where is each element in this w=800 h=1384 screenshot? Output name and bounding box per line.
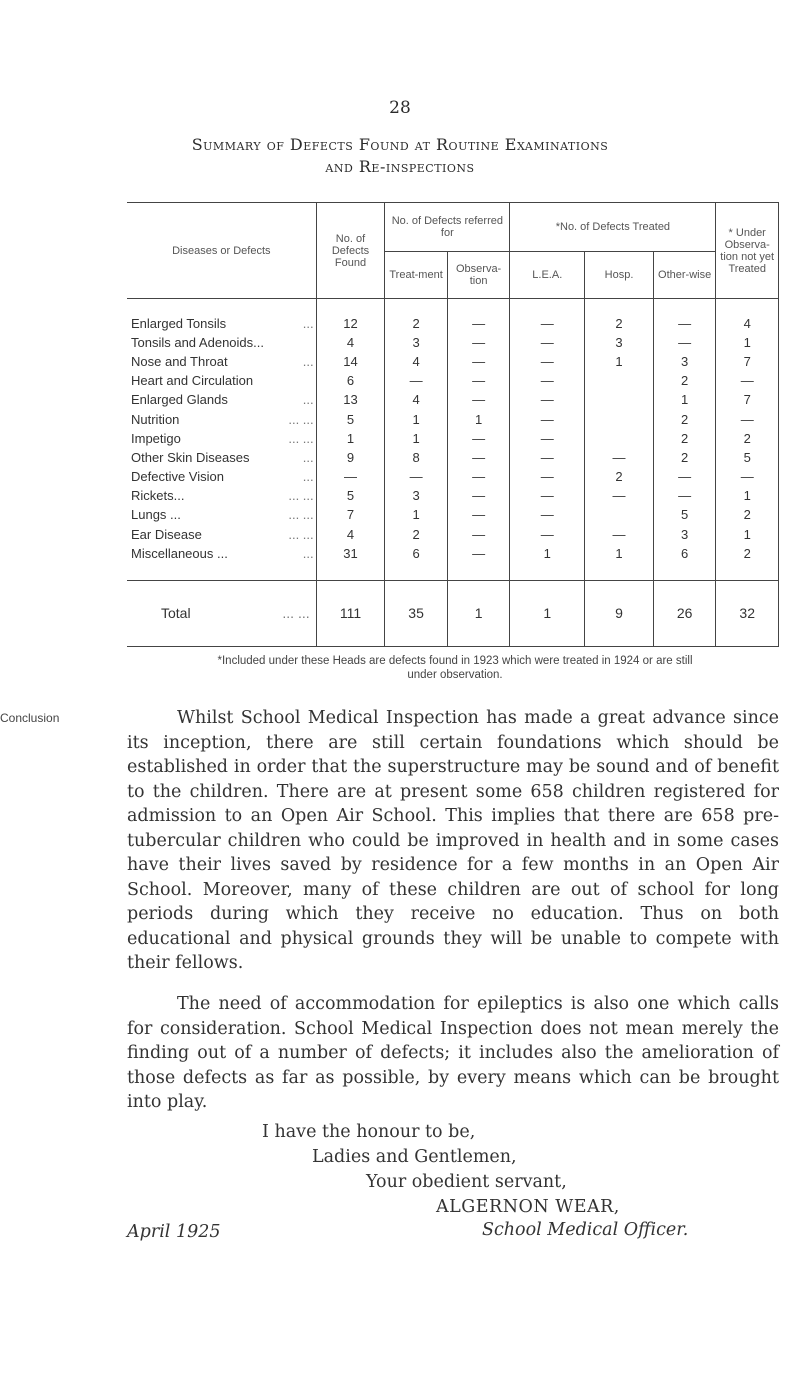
disease-label: Lungs ... (131, 507, 181, 523)
cell-hosp: 3 (585, 333, 654, 352)
cell-found: 9 (316, 448, 385, 467)
total-obs: 1 (447, 580, 510, 646)
paragraph-open-air-school (127, 706, 779, 976)
cell-treat: 3 (385, 486, 448, 505)
cell-found: 13 (316, 390, 385, 409)
cell-found: 4 (316, 333, 385, 352)
cell-other: 2 (653, 409, 716, 428)
table-row (127, 390, 779, 409)
cell-obs: — (447, 314, 510, 333)
row-disease-name (127, 390, 316, 409)
disease-label: Heart and Circulation (131, 373, 254, 389)
dot-leader: ... (302, 545, 314, 561)
total-label: Total (161, 605, 191, 622)
cell-other: 3 (653, 352, 716, 371)
cell-lea: — (510, 467, 585, 486)
cell-obs: — (447, 467, 510, 486)
table-row (127, 525, 779, 544)
title-line-1: Summary of Defects Found at Routine Examinations (191, 135, 609, 154)
total-hosp: 9 (585, 580, 654, 646)
cell-obs: — (447, 352, 510, 371)
cell-lea: — (510, 371, 585, 390)
cell-hosp: — (585, 486, 654, 505)
cell-found: 5 (316, 486, 385, 505)
row-disease-name (127, 544, 316, 563)
paragraph-2-text: The need of accommodation for epileptics is also one which calls for consideration. School Medical Inspection does not mean merely the finding out of a number of defects; it includes also the amelioration of those defects as far as possible, by every means which can be brought into play. (127, 994, 779, 1112)
table-footnote (135, 654, 775, 682)
total-treat: 35 (385, 580, 448, 646)
dot-leader: ... (302, 392, 314, 408)
dot-leader: ... (302, 315, 314, 331)
dot-leader: ... ... (282, 605, 310, 622)
row-disease-name (127, 525, 316, 544)
cell-other: 2 (653, 448, 716, 467)
header-found: No. of Defects Found (316, 203, 385, 299)
cell-other: — (653, 314, 716, 333)
table-row (127, 409, 779, 428)
disease-label: Nose and Throat (131, 353, 228, 369)
cell-obs: — (447, 333, 510, 352)
cell-lea: — (510, 505, 585, 524)
cell-treat: 1 (385, 505, 448, 524)
table-row (127, 429, 779, 448)
header-treated: *No. of Defects Treated (510, 203, 716, 252)
table-row (127, 544, 779, 563)
cell-obs: 1 (447, 409, 510, 428)
cell-lea: — (510, 352, 585, 371)
cell-treat: 6 (385, 544, 448, 563)
disease-label: Rickets... (131, 488, 185, 504)
cell-hosp: 1 (585, 352, 654, 371)
cell-treat: 1 (385, 409, 448, 428)
cell-hosp: — (585, 525, 654, 544)
disease-label: Enlarged Glands (131, 392, 228, 408)
cell-lea: — (510, 314, 585, 333)
cell-under: 1 (716, 333, 779, 352)
total-under: 32 (716, 580, 779, 646)
cell-obs: — (447, 486, 510, 505)
cell-found: 12 (316, 314, 385, 333)
table-row (127, 352, 779, 371)
cell-under: 7 (716, 390, 779, 409)
table-row (127, 505, 779, 524)
cell-under: 5 (716, 448, 779, 467)
header-referred: No. of Defects referred for (385, 203, 510, 252)
cell-lea: — (510, 409, 585, 428)
row-disease-name (127, 486, 316, 505)
row-disease-name (127, 505, 316, 524)
cell-obs: — (447, 448, 510, 467)
cell-treat: — (385, 467, 448, 486)
header-diseases: Diseases or Defects (127, 203, 316, 299)
cell-other: 5 (653, 505, 716, 524)
dot-leader: ... (302, 449, 314, 465)
signature-role: School Medical Officer. (482, 1220, 689, 1240)
cell-other: 6 (653, 544, 716, 563)
cell-obs: — (447, 371, 510, 390)
cell-other: — (653, 333, 716, 352)
cell-other: 2 (653, 371, 716, 390)
cell-other: 3 (653, 525, 716, 544)
cell-treat: 2 (385, 314, 448, 333)
cell-hosp (585, 409, 654, 428)
footnote-line-2: under observation. (407, 669, 503, 681)
cell-treat: — (385, 371, 448, 390)
cell-under: — (716, 467, 779, 486)
cell-treat: 2 (385, 525, 448, 544)
paragraph-epileptics (127, 992, 779, 1115)
row-disease-name (127, 314, 316, 333)
header-otherwise: Other-wise (653, 252, 716, 299)
cell-obs: — (447, 544, 510, 563)
row-disease-name (127, 333, 316, 352)
dot-leader: ... (302, 469, 314, 485)
dot-leader: ... ... (288, 411, 314, 427)
cell-lea: — (510, 486, 585, 505)
row-disease-name (127, 429, 316, 448)
letter-date: April 1925 (127, 1222, 221, 1242)
cell-hosp: 2 (585, 314, 654, 333)
cell-lea: 1 (510, 544, 585, 563)
row-disease-name (127, 352, 316, 371)
row-disease-name (127, 371, 316, 390)
total-found: 111 (316, 580, 385, 646)
cell-found: 7 (316, 505, 385, 524)
cell-other: — (653, 467, 716, 486)
table-row (127, 371, 779, 390)
cell-found: 1 (316, 429, 385, 448)
header-treatment: Treat-ment (385, 252, 448, 299)
cell-under: 1 (716, 525, 779, 544)
cell-found: 14 (316, 352, 385, 371)
total-other: 26 (653, 580, 716, 646)
cell-lea: — (510, 429, 585, 448)
cell-under: — (716, 371, 779, 390)
page-title (0, 134, 800, 178)
signature-name: ALGERNON WEAR, (436, 1197, 620, 1217)
table-row (127, 486, 779, 505)
cell-under: 2 (716, 505, 779, 524)
disease-label: Other Skin Diseases (131, 449, 250, 465)
cell-under: 7 (716, 352, 779, 371)
cell-lea: — (510, 525, 585, 544)
table-row (127, 333, 779, 352)
cell-other: — (653, 486, 716, 505)
page-number: 28 (389, 98, 411, 118)
cell-hosp (585, 505, 654, 524)
cell-found: 6 (316, 371, 385, 390)
dot-leader: ... (302, 353, 314, 369)
margin-label-conclusion: Conclusion (0, 711, 60, 725)
disease-label: Miscellaneous ... (131, 545, 228, 561)
table-row (127, 314, 779, 333)
disease-label: Nutrition (131, 411, 180, 427)
cell-found: 4 (316, 525, 385, 544)
disease-label: Defective Vision (131, 469, 224, 485)
cell-under: 2 (716, 429, 779, 448)
dot-leader: ... ... (288, 488, 314, 504)
title-line-2: and Re-inspections (325, 157, 475, 176)
defects-table (127, 202, 779, 647)
cell-obs: — (447, 390, 510, 409)
cell-found: 31 (316, 544, 385, 563)
cell-treat: 8 (385, 448, 448, 467)
closing-servant: Your obedient servant, (366, 1172, 567, 1192)
cell-treat: 4 (385, 390, 448, 409)
cell-under: — (716, 409, 779, 428)
header-observation: Observa-tion (447, 252, 510, 299)
cell-hosp (585, 390, 654, 409)
dot-leader: ... ... (288, 526, 314, 542)
header-lea: L.E.A. (510, 252, 585, 299)
header-under-observation: * Under Observa-tion not yet Treated (716, 203, 779, 299)
cell-lea: — (510, 333, 585, 352)
closing-honour: I have the honour to be, (262, 1122, 476, 1142)
cell-hosp (585, 371, 654, 390)
table-row (127, 467, 779, 486)
cell-obs: — (447, 505, 510, 524)
cell-hosp: — (585, 448, 654, 467)
row-disease-name (127, 467, 316, 486)
cell-treat: 4 (385, 352, 448, 371)
cell-treat: 1 (385, 429, 448, 448)
cell-hosp: 1 (585, 544, 654, 563)
cell-lea: — (510, 448, 585, 467)
disease-label: Impetigo (131, 430, 181, 446)
header-hosp: Hosp. (585, 252, 654, 299)
disease-label: Enlarged Tonsils (131, 315, 227, 331)
total-row (127, 580, 779, 646)
dot-leader: ... ... (288, 430, 314, 446)
cell-obs: — (447, 429, 510, 448)
cell-lea: — (510, 390, 585, 409)
total-label-cell (127, 580, 316, 646)
cell-hosp: 2 (585, 467, 654, 486)
disease-label: Ear Disease (131, 526, 202, 542)
cell-other: 1 (653, 390, 716, 409)
closing-salutation: Ladies and Gentlemen, (312, 1147, 517, 1167)
row-disease-name (127, 409, 316, 428)
disease-label: Tonsils and Adenoids... (131, 334, 264, 350)
cell-obs: — (447, 525, 510, 544)
footnote-line-1: *Included under these Heads are defects found in 1923 which were treated in 1924 or are still (217, 655, 693, 667)
cell-under: 1 (716, 486, 779, 505)
cell-under: 2 (716, 544, 779, 563)
cell-found: — (316, 467, 385, 486)
paragraph-1-text: Whilst School Medical Inspection has made a great advance since its inception, there are still certain foundations which should be established in order that the superstructure may be sound and of benefit to the children. There are at present some 658 children registered for admission to an Open Air School. This implies that there are 658 pre-tubercular children who could be improved in health and in some cases have their lives saved by residence for a few months in an Open Air School. Moreover, many of these children are out of school for long periods during which they receive no education. Thus on both educational and physical grounds they will be unable to compete with their fellows. (127, 708, 779, 973)
row-disease-name (127, 448, 316, 467)
dot-leader: ... ... (288, 507, 314, 523)
cell-under: 4 (716, 314, 779, 333)
cell-found: 5 (316, 409, 385, 428)
total-lea: 1 (510, 580, 585, 646)
cell-treat: 3 (385, 333, 448, 352)
cell-hosp (585, 429, 654, 448)
cell-other: 2 (653, 429, 716, 448)
table-row (127, 448, 779, 467)
